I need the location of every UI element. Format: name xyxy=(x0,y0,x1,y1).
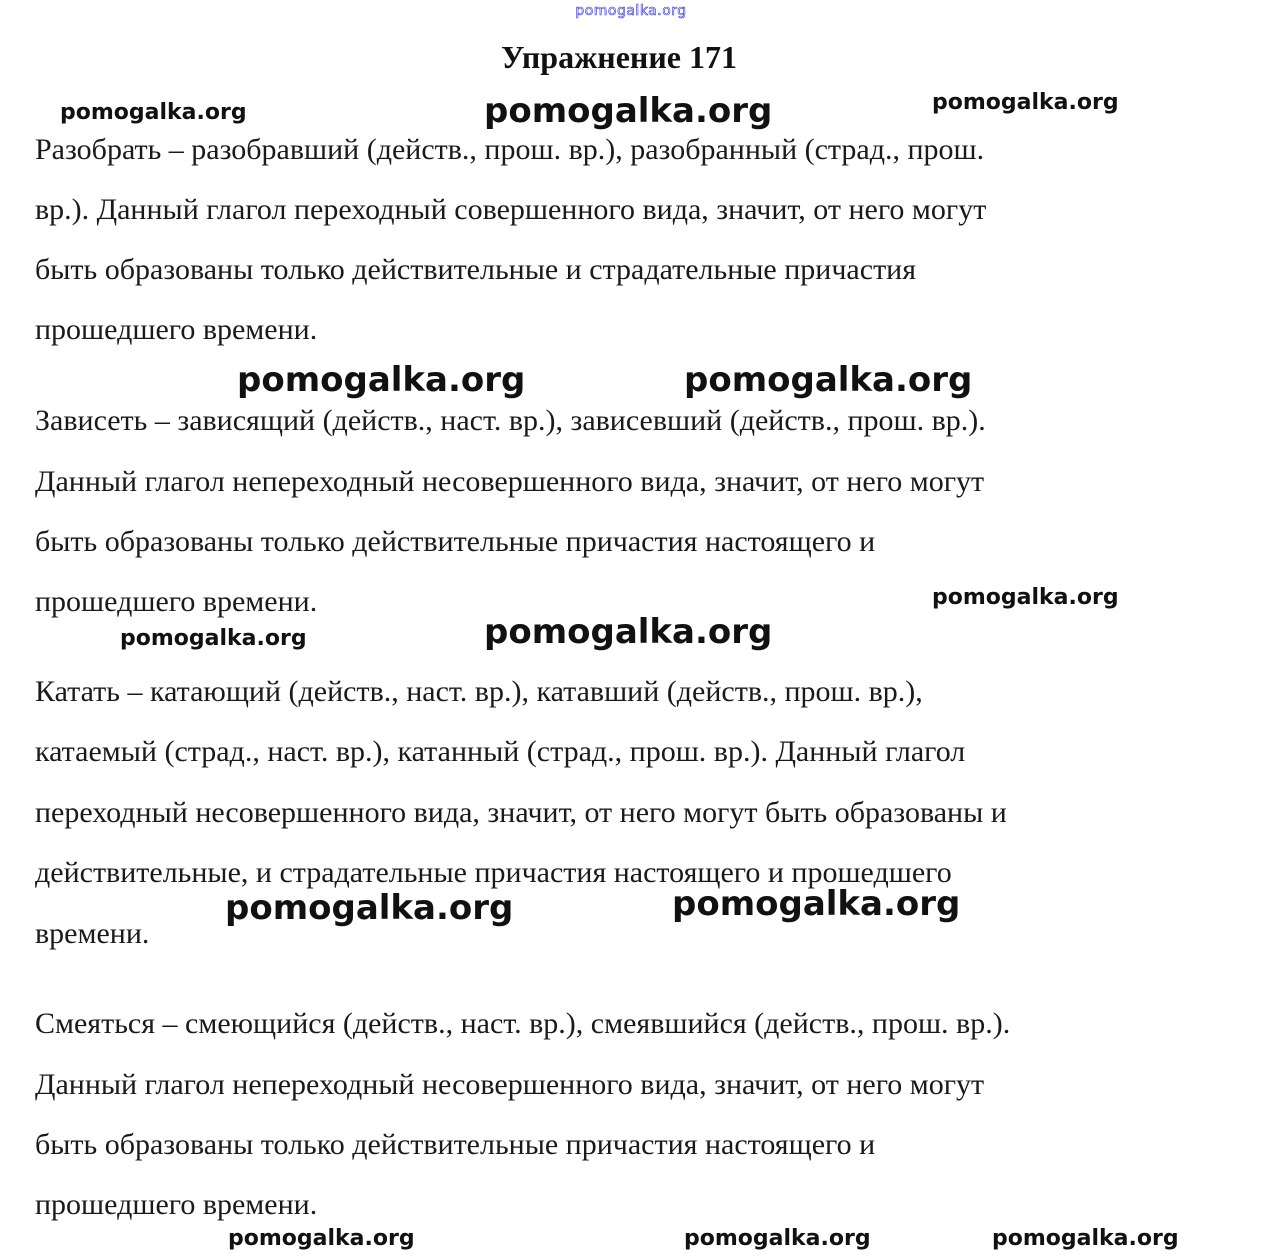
watermark: pomogalka.org xyxy=(932,90,1119,115)
watermark: pomogalka.org xyxy=(932,585,1119,610)
text-line: Зависеть – зависящий (действ., наст. вр.), зависевший (действ., прош. вр.). xyxy=(35,404,986,437)
watermark: pomogalka.org xyxy=(484,612,773,652)
text-line: быть образованы только действительные причастия настоящего и xyxy=(35,525,876,558)
text-line: Катать – катающий (действ., наст. вр.), катавший (действ., прош. вр.), xyxy=(35,675,923,708)
text-line: прошедшего времени. xyxy=(35,1188,318,1221)
watermark: pomogalka.org xyxy=(120,626,307,651)
text-line: переходный несовершенного вида, значит, от него могут быть образованы и xyxy=(35,796,1007,829)
page-title: Упражнение 171 xyxy=(500,39,737,75)
watermark: pomogalka.org xyxy=(60,100,247,125)
watermark: pomogalka.org xyxy=(237,360,526,400)
text-line: быть образованы только действительные и страдательные причастия xyxy=(35,253,917,286)
text-line: быть образованы только действительные причастия настоящего и xyxy=(35,1128,876,1161)
source-link[interactable]: pomogalka.org xyxy=(575,3,687,19)
watermark: pomogalka.org xyxy=(228,1226,415,1251)
text-line: прошедшего времени. xyxy=(35,313,318,346)
text-line: прошедшего времени. xyxy=(35,585,318,618)
watermark: pomogalka.org xyxy=(672,884,961,924)
text-line: времени. xyxy=(35,917,150,950)
watermark: pomogalka.org xyxy=(992,1226,1179,1251)
text-line: действительные, и страдательные причастия настоящего и прошедшего xyxy=(35,856,952,889)
text-line: Данный глагол непереходный несовершенного вида, значит, от него могут xyxy=(35,465,985,498)
watermark: pomogalka.org xyxy=(684,360,973,400)
text-line: катаемый (страд., наст. вр.), катанный (страд., прош. вр.). Данный глагол xyxy=(35,735,966,768)
text-line: Данный глагол непереходный несовершенного вида, значит, от него могут xyxy=(35,1068,985,1101)
text-line: вр.). Данный глагол переходный совершенного вида, значит, от него могут xyxy=(35,193,987,226)
watermark: pomogalka.org xyxy=(684,1226,871,1251)
watermark: pomogalka.org xyxy=(484,91,773,131)
text-line: Разобрать – разобравший (действ., прош. вр.), разобранный (страд., прош. xyxy=(35,133,985,166)
text-line: Смеяться – смеющийся (действ., наст. вр.), смеявшийся (действ., прош. вр.). xyxy=(35,1007,1011,1040)
watermark: pomogalka.org xyxy=(225,888,514,928)
